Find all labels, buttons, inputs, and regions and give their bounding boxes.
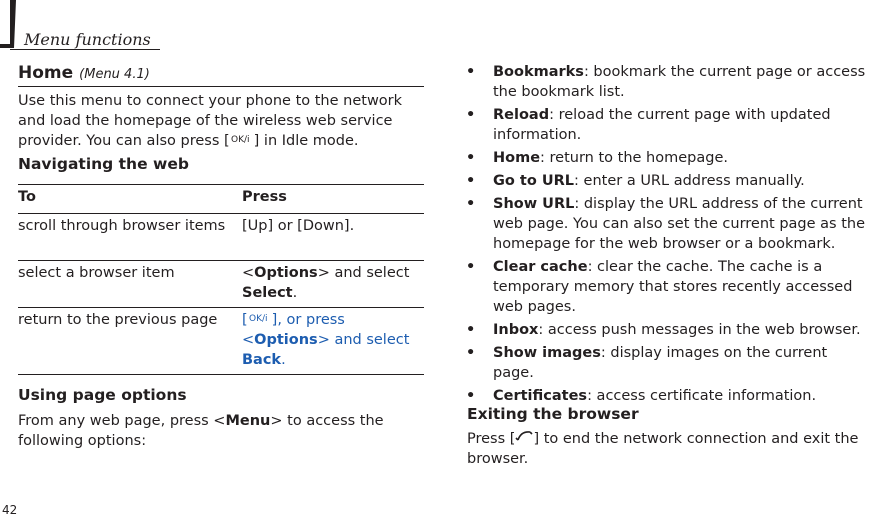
list-item: • Inbox: access push messages in the web browser. — [466, 322, 861, 338]
table-cell-press: <Options> and select Select. — [242, 265, 410, 301]
table-header-row — [18, 185, 424, 214]
end-key-icon — [515, 429, 533, 449]
list-item: • Certificates: access certificate information. — [466, 388, 817, 404]
list-item: • Bookmarks: bookmark the current page or access the bookmark list. — [466, 64, 866, 100]
table-row — [18, 261, 424, 308]
table-header-press: Press — [242, 189, 287, 205]
list-item: • Clear cache: clear the cache. The cache is a temporary memory that stores recently accessed web pages. — [466, 259, 853, 315]
list-item: • Show images: display images on the current page. — [466, 345, 828, 381]
list-item: • Reload: reload the current page with updated information. — [466, 107, 831, 143]
bullet-icon: • — [466, 322, 476, 338]
table-row — [18, 214, 424, 261]
bullet-icon: • — [466, 107, 476, 123]
home-title: Home — [18, 63, 74, 83]
header-rule — [10, 49, 160, 50]
home-heading-rule — [18, 86, 424, 87]
table-cell-to: scroll through browser items — [18, 218, 226, 234]
bullet-icon: • — [466, 150, 476, 166]
home-intro-text-a: Use this menu to connect your phone to the network and load the homepage of the wireless web service provider. You can also press [ — [18, 93, 403, 149]
svg-text:OK/i: OK/i — [248, 314, 268, 324]
bullet-icon: • — [466, 173, 476, 189]
table-row — [18, 308, 424, 375]
page-number: 42 — [2, 503, 18, 517]
page-options-heading: Using page options — [18, 386, 187, 404]
bullet-icon: • — [466, 196, 476, 212]
exiting-text: Press [ ] to end the network connection and exit the browser. — [467, 431, 859, 467]
bullet-icon: • — [466, 345, 476, 361]
home-intro-text-b: ] in Idle mode. — [253, 133, 359, 149]
list-item: • Go to URL: enter a URL address manually. — [466, 173, 805, 189]
ok-key-icon — [230, 131, 254, 151]
list-item: • Show URL: display the URL address of the current web page. You can also set the current page as the homepage for the web browser or a bookmark. — [466, 196, 865, 252]
navigation-table — [18, 184, 424, 375]
list-item: • Home: return to the homepage. — [466, 150, 728, 166]
exiting-heading: Exiting the browser — [467, 405, 639, 423]
home-heading — [18, 63, 150, 85]
table-cell-to: return to the previous page — [18, 312, 218, 328]
table-cell-press: [Up] or [Down]. — [242, 218, 355, 234]
bullet-icon: • — [466, 64, 476, 80]
navigating-heading: Navigating the web — [18, 155, 189, 173]
bullet-icon: • — [466, 388, 476, 404]
table-header-to: To — [18, 189, 36, 205]
table-cell-to: select a browser item — [18, 265, 175, 281]
section-title: Menu functions — [24, 30, 151, 49]
bullet-icon: • — [466, 259, 476, 275]
home-intro — [18, 91, 428, 151]
options-list — [466, 62, 872, 409]
page-options-text: From any web page, press <Menu> to access the following options: — [18, 413, 384, 449]
table-cell-press: [ OK/i ], or press <Options> and select Back. — [242, 312, 410, 368]
ok-key-icon — [248, 310, 272, 330]
svg-text:OK/i: OK/i — [230, 135, 250, 145]
header-accent-bar — [0, 0, 12, 50]
menu-reference: (Menu 4.1) — [79, 67, 150, 82]
